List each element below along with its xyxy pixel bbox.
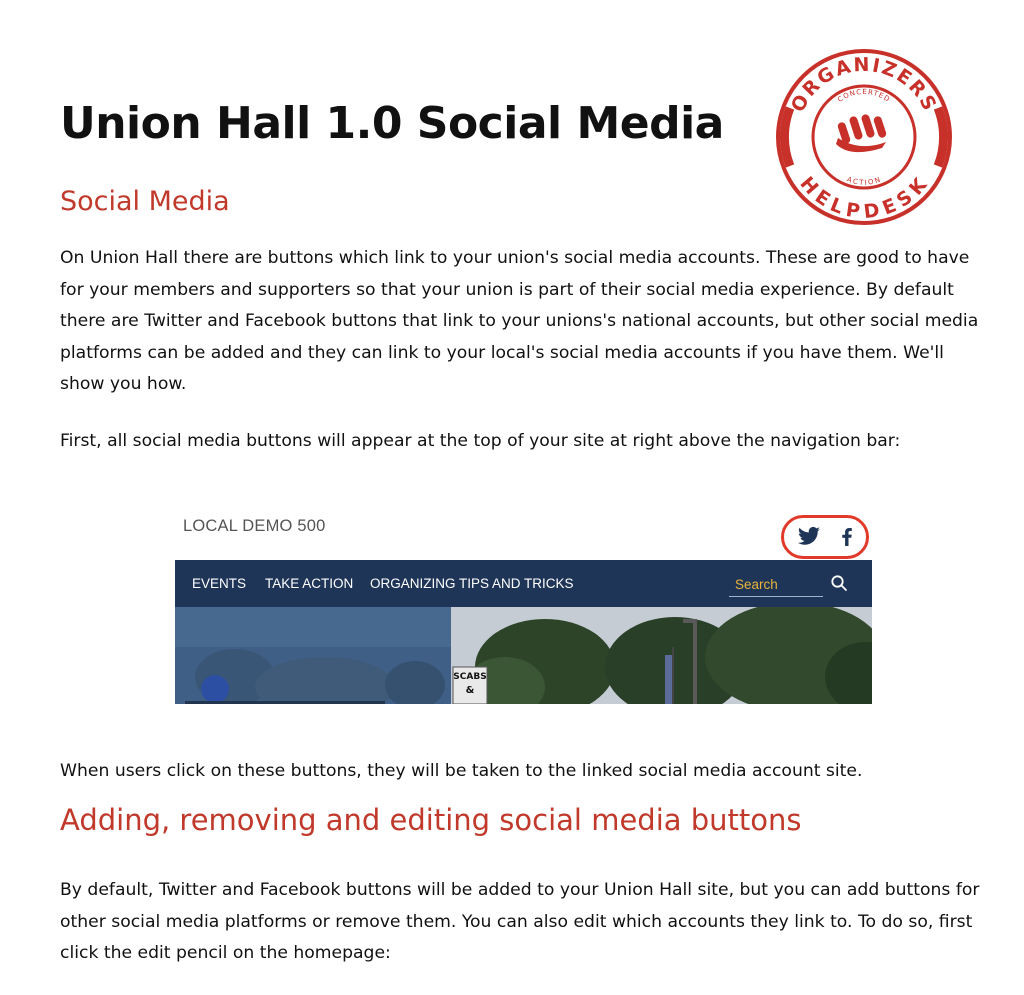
buttons-location-paragraph: First, all social media buttons will appear at the top of your site at right above the navigation bar: bbox=[60, 431, 901, 451]
svg-text:SCABS: SCABS bbox=[453, 672, 487, 682]
twitter-icon[interactable] bbox=[797, 524, 821, 548]
svg-text:ORGANIZERS: ORGANIZERS bbox=[786, 53, 942, 116]
page-title: Union Hall 1.0 Social Media bbox=[60, 98, 724, 149]
section-heading-adding-buttons: Adding, removing and editing social media buttons bbox=[60, 803, 802, 837]
svg-text:CONCERTED: CONCERTED bbox=[836, 87, 892, 104]
search-input[interactable] bbox=[729, 569, 823, 597]
hero-image bbox=[175, 607, 872, 704]
navigation-bar bbox=[175, 560, 872, 607]
intro-paragraph: On Union Hall there are buttons which link to your union's social media accounts. These are good to have for your members and supporters so that your union is part of their social media experience. By default there are Twitter and Facebook buttons that link to your unions's national accounts, but other social media platforms can be added and they can link to your local's social media accounts if you have them. We'll show you how. bbox=[60, 248, 979, 394]
nav-item-events[interactable]: EVENTS bbox=[192, 576, 247, 591]
svg-text:&: & bbox=[465, 685, 475, 696]
organizers-helpdesk-logo bbox=[770, 48, 958, 226]
nav-item-take-action[interactable]: TAKE ACTION bbox=[265, 576, 354, 591]
site-name: LOCAL DEMO 500 bbox=[183, 517, 326, 535]
svg-text:HELPDESK: HELPDESK bbox=[795, 172, 933, 224]
svg-text:ACTION: ACTION bbox=[845, 175, 883, 187]
facebook-icon[interactable] bbox=[835, 524, 859, 548]
section-heading-social-media: Social Media bbox=[60, 186, 230, 217]
click-behavior-paragraph: When users click on these buttons, they will be taken to the linked social media account site. bbox=[60, 761, 863, 781]
adding-buttons-paragraph: By default, Twitter and Facebook buttons will be added to your Union Hall site, but you can add buttons for other social media platforms or remove them. You can also edit which accounts they link to. To do so, first click the edit pencil on the homepage: bbox=[60, 880, 980, 963]
site-header-screenshot bbox=[175, 500, 872, 704]
search-icon[interactable] bbox=[830, 574, 848, 592]
nav-item-organizing-tips[interactable]: ORGANIZING TIPS AND TRICKS bbox=[370, 576, 574, 591]
